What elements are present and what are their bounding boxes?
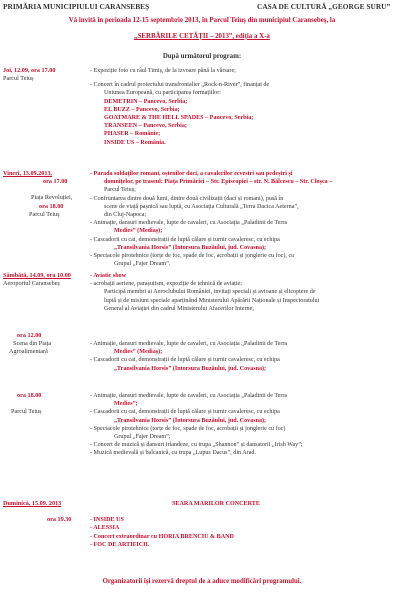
band-name: DEMETRIN – Pancevo, Serbia;: [104, 98, 188, 105]
day3-line: - Muzică medievală și balcanică, cu trupa „Lupus Dacus”, din Arad.: [90, 450, 256, 457]
band-name: TRANSEEN – Pancevo, Serbia;: [104, 123, 187, 130]
day4-time: ora 19.30: [47, 516, 72, 524]
day4-line: - ALESSIA: [90, 525, 120, 532]
day3-place: Aeroportul Caransebeș: [3, 280, 60, 288]
day3-line: „Transilvania Horsis” (Întorsura Buzăului, jud. Covasna);: [114, 417, 267, 424]
band-name: PHASER – Românie;: [104, 131, 161, 138]
day1-line: - Concert în cadrul proiectului transfrontalier „Rock-n-River”, finanțat de: [90, 82, 270, 89]
header-organizer-right: CASA DE CULTURĂ „GEORGE SURU”: [257, 2, 391, 11]
day3-line: Participă membri ai Aeroclubului României, invitați speciali și avioane și elicoptere de: [104, 289, 316, 296]
day3-line: - acrobații aeriene, parașutism, expoziție de tehnică de aviație;: [90, 281, 242, 288]
band-name: INSIDE US – România.: [104, 139, 166, 146]
day3-time3: ora 18.00: [17, 392, 42, 399]
day3-parc: [90, 392, 402, 458]
day2-place2: Parcul Teiuș: [29, 210, 60, 218]
day2-line: Grupul „Fajer Dream”.: [114, 261, 171, 268]
day2-line: scene de viață pașnică sau luptă, cu Asociația Culturală „Terra Dacica Aeterna”,: [104, 203, 299, 210]
day3-left: [3, 272, 91, 288]
day4-program: [90, 500, 402, 549]
day2-time: ora 17.00: [43, 178, 68, 186]
day3-left-2: [3, 332, 91, 357]
day3-line: - Aviatic show: [90, 273, 127, 279]
day2-line: - Cascadorii cu cai, demonstrații de luptă călare și turnir cavaleresc, cu echipa: [90, 236, 280, 243]
invitation-line: Vă invită în perioada 12-15 septembrie 2013, în Parcul Teiuș din municipiul Caransebeș, la: [68, 17, 336, 24]
day2-program: [90, 170, 402, 268]
day3-place2b: Agroalimentară: [9, 348, 48, 356]
day3-line: - Concert de muzică și dansuri irlandeze, cu trupa „Shannon” și dansatorii „Irish Way”;: [90, 442, 303, 449]
band-name: GOATMARE & THE HELL SPADES – Pancevo, Serbia;: [104, 115, 254, 122]
day3-place2a: Scena din Piața: [13, 340, 52, 348]
day2-line: din Cluj-Napoca;: [104, 212, 147, 219]
day2-line: - Animație, dansuri medievale, lupte de cavaleri, cu Asociația „Paladinii de Terra: [90, 220, 288, 227]
band-name: EL BUZZ – Pancevo, Serbia;: [104, 106, 180, 113]
day2-line: Parcul Teiuș;: [104, 187, 136, 194]
day4-line: - FOC DE ARTIFICII.: [90, 541, 150, 548]
day2-line: Medies” (Mediaș);: [114, 228, 163, 235]
day3-line: „Transilvania Horsis” (Întorsura Buzăului, jud. Covasna);: [114, 365, 267, 372]
day4-line: - Concert extraordinar cu HORIA BRENCIU & BAND: [90, 533, 234, 540]
day3-line: - Animație, dansuri medievale, lupte de cavaleri, cu Asociația „Paladinii de Terra: [90, 341, 288, 347]
day3-line: Grupul „Fajer Dream”;: [114, 434, 171, 441]
day3-time2: ora 12.00: [17, 332, 42, 339]
day3-line: - Spectacole pirotehnice (torțe de foc, spade de foc, acrobații și jonglerie cu foc): [90, 425, 286, 432]
day2-line: „Transilvania Horsis” (Întorsura Buzăului, jud. Covasna);: [114, 244, 267, 251]
day2-place1: Piața Revoluției,: [31, 194, 73, 202]
day3-line: luptă și de misiuni speciale aparținând Ministerului Apărării Naționale și Inspectoratului: [104, 297, 320, 304]
day3-left-3: [3, 392, 91, 416]
day3-line: Medies”;: [114, 401, 138, 408]
footer-note: Organizatorii își rezervă dreptul de a aduce modificări programului.: [102, 578, 302, 585]
day3-date-text: Sâmbătă, 14.09, ora 10.00: [3, 272, 71, 279]
event-title: [0, 33, 404, 40]
day1-program: [90, 67, 402, 147]
program-heading: După următorul program:: [162, 53, 242, 60]
day3-line: General al Aviației din cadrul Ministerului Afacerilor Interne;: [104, 305, 254, 312]
day4-line: - INSIDE US: [90, 517, 124, 524]
day2-line: - Spectacole pirotehnice (torțe de foc, spade de foc, acrobații și jonglerie cu foc), cu: [90, 253, 295, 260]
day1-left: [3, 67, 91, 83]
day3-piata: [90, 340, 402, 373]
day2-left: [3, 170, 91, 219]
day4-date-text: Duminică, 15.09. 2013: [3, 500, 62, 507]
day3-line: - Animație, dansuri medievale, lupte de cavaleri, cu Asociația „Paladinii de Terra: [90, 393, 288, 399]
day2-time2: ora 18.00: [39, 202, 64, 210]
header-organizer-left: PRIMĂRIA MUNICIPIULUI CARANSEBEȘ: [3, 2, 150, 11]
day3-line: - Cascadorii cu cai, demonstrații de luptă călare și turnir cavaleresc, cu echipa: [90, 409, 280, 416]
day2-line: - Parada soldaților romani, oștenilor daci, a cavalerilor ecvestri sau pedeștri și: [90, 171, 293, 177]
day3-date: [3, 272, 91, 280]
day2-line: - Confruntarea dintre două lumi, dintre două civilizații (daci și romani), pusă în: [90, 195, 284, 202]
day3-aviatic: [90, 272, 402, 313]
day4-date: [3, 500, 91, 508]
day3-place3: Parcul Teiuș: [11, 408, 42, 416]
day3-line: Medies” (Mediaș);: [114, 349, 163, 356]
day2-date-text: Vineri, 13.09.2013,: [3, 170, 53, 177]
day3-line: - Cascadorii cu cai, demonstrații de luptă călare și turnir cavaleresc, cu echipa: [90, 357, 280, 364]
day1-place: Parcul Teiuș: [3, 75, 34, 83]
day4-left: [3, 500, 91, 524]
day1-line: Uniunea Europeană, cu participarea formațiilor:: [104, 90, 221, 97]
event-title-text: „SERBĂRILE CETĂȚII – 2013”, ediția a X-a: [134, 33, 270, 40]
day2-date: [3, 170, 91, 178]
day4-heading: SEARA MARILOR CONCERTE: [172, 501, 260, 507]
day2-line: domnițelor, pe traseul: Piața Primăriei – Str. Episcopiei – str. N. Bălcescu – Str. Cloșca –: [104, 179, 333, 186]
day1-line: - Expoziție foto cu râul Timiș, de la izvoare până la vărsare;: [90, 68, 236, 74]
day1-date: Joi, 12.09, ora 17.00: [3, 67, 56, 74]
